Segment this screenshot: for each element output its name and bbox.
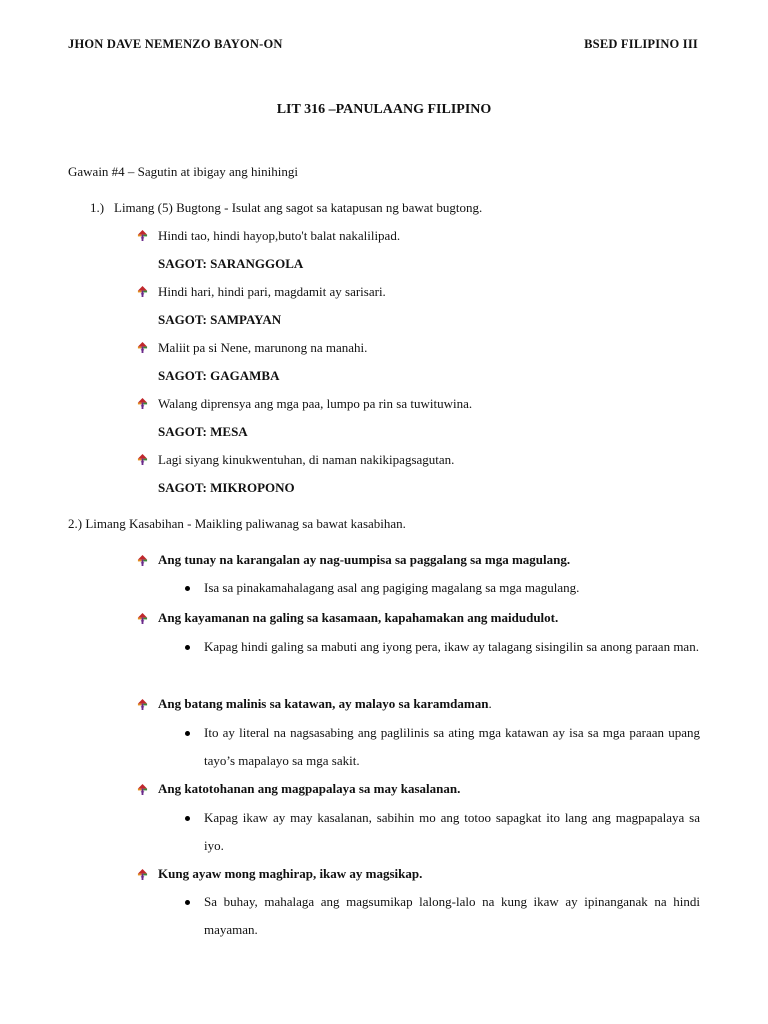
arrow-bullet-icon: [137, 398, 148, 409]
saying-text: Kung ayaw mong maghirap, ikaw ay magsikap.: [158, 866, 423, 881]
saying-text: Ang kayamanan na galing sa kasamaan, kapahamakan ang maidudulot.: [158, 610, 559, 625]
author-name: JHON DAVE NEMENZO BAYON-ON: [68, 37, 283, 51]
riddle-answer: SAGOT: SAMPAYAN: [158, 312, 282, 327]
section1-heading: Limang (5) Bugtong - Isulat ang sagot sa katapusan ng bawat bugtong.: [114, 200, 483, 215]
arrow-bullet-icon: [137, 342, 148, 353]
arrow-bullet-icon: [137, 454, 148, 465]
course-label: BSED FILIPINO III: [584, 37, 698, 51]
gawain-instruction: Gawain #4 – Sagutin at ibigay ang hinihingi: [68, 164, 298, 179]
section2-heading: 2.) Limang Kasabihan - Maikling paliwanag sa bawat kasabihan.: [68, 516, 406, 531]
saying-text: Ang katotohanan ang magpapalaya sa may kasalanan.: [158, 781, 461, 796]
saying-explanation: Kapag hindi galing sa mabuti ang iyong pera, ikaw ay talagang sisingilin sa anong paraan man.: [204, 639, 699, 654]
document-title: LIT 316 –PANULAANG FILIPINO: [276, 102, 492, 117]
riddle-answer: SAGOT: MIKROPONO: [158, 480, 295, 495]
riddle-text: Hindi hari, hindi pari, magdamit ay sarisari.: [158, 284, 386, 299]
arrow-bullet-icon: [137, 286, 148, 297]
arrow-bullet-icon: [137, 699, 148, 710]
riddle-text: Maliit pa si Nene, marunong na manahi.: [158, 340, 368, 355]
bullet-dot-icon: [185, 645, 190, 650]
bullet-dot-icon: [185, 816, 190, 821]
section1-number: 1.): [90, 200, 105, 215]
saying-explanation: Isa sa pinakamahalagang asal ang pagiging magalang sa mga magulang.: [204, 580, 580, 595]
arrow-bullet-icon: [137, 784, 148, 795]
saying-suffix: .: [488, 696, 492, 711]
bullet-dot-icon: [185, 731, 190, 736]
arrow-bullet-icon: [137, 869, 148, 880]
saying-explanation: Ito ay literal na nagsasabing ang paglilinis sa ating mga katawan ay isa sa mga paraan upang tayo’s mapalayo sa mga sakit.: [204, 725, 700, 768]
riddle-text: Lagi siyang kinukwentuhan, di naman nakikipagsagutan.: [158, 452, 455, 467]
bullet-dot-icon: [185, 900, 190, 905]
riddle-text: Walang diprensya ang mga paa, lumpo pa rin sa tuwituwina.: [158, 396, 473, 411]
riddle-answer: SAGOT: GAGAMBA: [158, 368, 280, 383]
arrow-bullet-icon: [137, 555, 148, 566]
saying-explanation: Sa buhay, mahalaga ang magsumikap lalong-lalo na kung ikaw ay ipinanganak na hindi mayaman.: [204, 894, 700, 937]
saying-text: Ang batang malinis sa katawan, ay malayo sa karamdaman: [158, 696, 489, 711]
riddle-text: Hindi tao, hindi hayop,buto't balat nakalilipad.: [158, 228, 401, 243]
saying-text: Ang tunay na karangalan ay nag-uumpisa sa paggalang sa mga magulang.: [158, 552, 571, 567]
saying-line: [158, 696, 492, 712]
bullet-dot-icon: [185, 586, 190, 591]
riddle-answer: SAGOT: MESA: [158, 424, 248, 439]
saying-explanation: Kapag ikaw ay may kasalanan, sabihin mo ang totoo sapagkat ito lang ang magpapalaya sa iyo.: [204, 810, 700, 853]
arrow-bullet-icon: [137, 230, 148, 241]
riddle-answer: SAGOT: SARANGGOLA: [158, 256, 304, 271]
arrow-bullet-icon: [137, 613, 148, 624]
